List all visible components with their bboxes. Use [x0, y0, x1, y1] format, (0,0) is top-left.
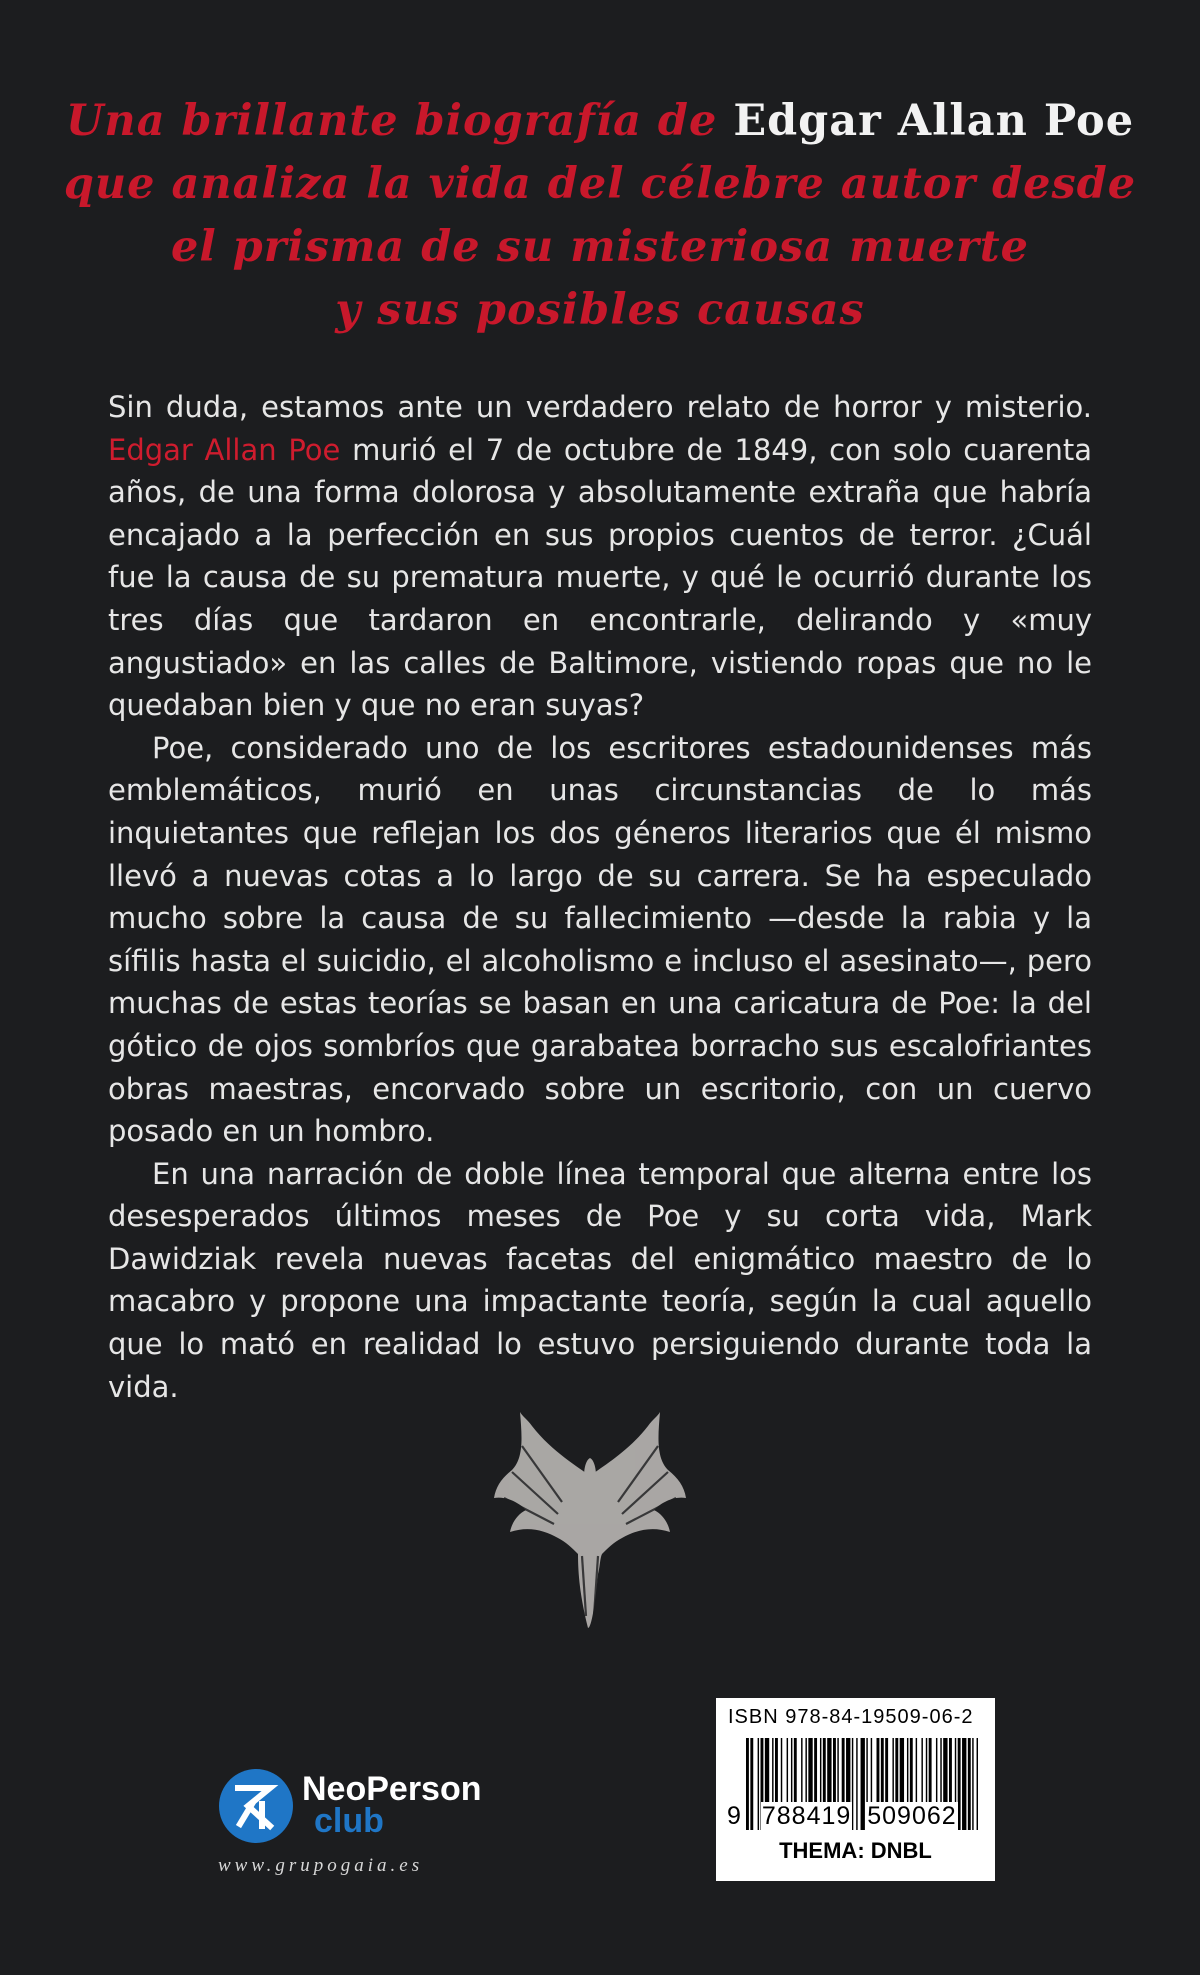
tagline-author-name: Edgar Allan Poe [733, 96, 1135, 146]
publisher-name: NeoPerson [302, 1770, 482, 1808]
isbn-number: ISBN 978-84-19509-06-2 [728, 1706, 974, 1728]
neoperson-logo-icon [218, 1768, 294, 1844]
tagline-line-1-red: Una brillante biografía de [65, 96, 718, 146]
barcode-group-2: 509062 [867, 1802, 957, 1830]
back-cover-tagline [0, 90, 1200, 342]
raven-icon [492, 1406, 688, 1632]
tagline-line-2: que analiza la vida del célebre autor desde [63, 159, 1137, 209]
barcode-digits [726, 1802, 984, 1831]
tagline-line-1 [0, 90, 1200, 153]
synopsis-paragraph-3: En una narración de doble línea temporal que alterna entre los desesperados últimos meses de Poe y su corta vida, Mark Dawidziak revela nuevas facetas del enigmático maestro de lo macabro y propone una impactante teoría, según la cual aquello que lo mató en realidad lo estuvo persiguiendo durante toda la vida. [108, 1156, 1092, 1404]
paragraph-1-intro: Sin duda, estamos ante un verdadero relato de horror y misterio. [108, 390, 1092, 424]
publisher-url[interactable]: www.grupogaia.es [218, 1855, 424, 1876]
synopsis [108, 386, 1092, 1408]
synopsis-paragraph-1 [108, 386, 1092, 727]
publisher-sub-brand: club [314, 1802, 384, 1840]
tagline-line-3: el prisma de su misteriosa muerte [170, 222, 1030, 272]
barcode-group-1: 788419 [761, 1802, 852, 1830]
isbn-barcode [716, 1698, 995, 1881]
tagline-line-4: y sus posibles causas [335, 285, 865, 335]
publisher-block [218, 1768, 538, 1878]
paragraph-1-rest: murió el 7 de octubre de 1849, con solo cuarenta años, de una forma dolorosa y absolutamente extraña que habría encajado a la perfección en sus propios cuentos de terror. ¿Cuál fue la causa de su prematura muerte, y qué le ocurrió durante los tres días que tardaron en encontrarle, delirando y «muy angustiado» en las calles de Baltimore, vistiendo ropas que no le quedaban bien y que no eran suyas? [108, 432, 1093, 723]
synopsis-paragraph-2: Poe, considerado uno de los escritores estadounidenses más emblemáticos, murió en unas circunstancias de lo más inquietantes que reflejan los dos géneros literarios que él mismo llevó a nuevas cotas a lo largo de su carrera. Se ha especulado mucho sobre la causa de su fallecimiento —desde la rabia y la sífilis hasta el suicidio, el alcoholismo e incluso el asesinato—, pero muchas de estas teorías se basan en una caricatura de Poe: la del gótico de ojos sombríos que garabatea borracho sus escalofriantes obras maestras, encorvado sobre un escritorio, con un cuervo posado en un hombro. [108, 730, 1092, 1149]
author-name-highlight: Edgar Allan Poe [108, 432, 341, 467]
barcode-lead-digit: 9 [727, 1802, 742, 1830]
thema-code: THEMA: DNBL [779, 1838, 932, 1863]
